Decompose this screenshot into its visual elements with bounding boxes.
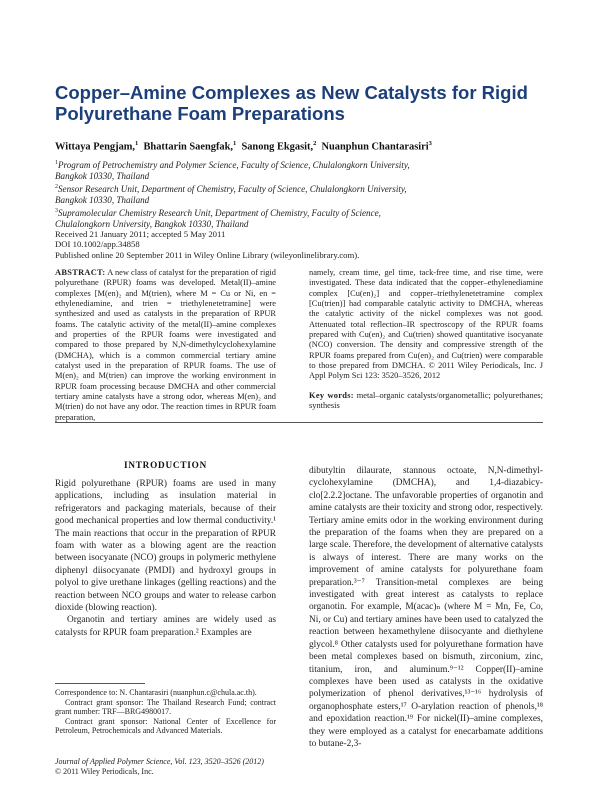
footnote-correspondence: Correspondence to: N. Chantarasiri (nuanphun.c@chula.ac.th). — [55, 688, 257, 697]
affiliation-line: Chulalongkorn University, Bangkok 10330, Thailand — [55, 219, 249, 230]
body-paragraph: dibutyltin dilaurate, stannous octoate, N,N-dimethylcyclohexylamine (DMCHA), and 1,4-diazabicyclo[2.2.2]octane. The unfavorable properties of organotin and amine catalysts are their toxicity and strong odor, respectively. Tertiary amine emits odor in the working environment during the preparation of the foams when they are prepared on a large scale. Therefore, the development of alternative catalysts is always of interest. There are many works on the improvement of amine catalysts for polyurethane foam preparation.³⁻⁷ Transition-metal complexes are being investigated with great interest as catalysts to replace organotin. For example, M(acac)ₙ (where M = Mn, Fe, Co, Ni, or Cu) and tertiary amines have been used to catalyzed the reaction between hexamethylene diisocyante and diethylene glycol.⁸ Other catalysts used for polyurethane formation have been metal complexes based on bismuth, zirconium, zinc, titanium, iron, and aluminum.⁹⁻¹² Copper(II)–amine complexes have been used as catalysts in the oxidative polymerization of phenol derivatives,¹³⁻¹⁶ hydrolysis of organophosphate esters,¹⁷ O-arylation reaction of phenols,¹⁸ and epoxidation reaction.¹⁹ For nickel(II)–amine complexes, they were employed as a catalyst for enecarbamate additions to butane-2,3- — [309, 466, 543, 749]
footnotes — [55, 688, 276, 736]
abstract-right-column — [309, 268, 543, 411]
journal-info — [55, 757, 276, 776]
affiliation-list — [55, 158, 535, 230]
affiliation-line: Supramolecular Chemistry Research Unit, Department of Chemistry, Faculty of Science, — [58, 208, 381, 219]
affiliation — [55, 158, 535, 182]
abstract-divider — [55, 422, 543, 423]
intro-right-column — [309, 465, 543, 750]
copyright-notice: © 2011 Wiley Periodicals, Inc. — [55, 766, 154, 776]
footnote-grant: Contract grant sponsor: The Thailand Research Fund; contract grant number: TRF—BRG4980017. — [55, 697, 276, 717]
body-paragraph: Rigid polyurethane (RPUR) foams are used in many applications, including as insulation material in refrigerators and packaging materials, because of their good mechanical properties and low thermal conductivity.¹ The main reactions that occur in the preparation of RPUR foam with water as a blowing agent are the reaction between isocyanate (NCO) groups in polymeric methylene diphenyl diisocyanate (PMDI) and hydroxyl groups in polyol to give urethane linkages (gelling reactions) and the reaction between NCO groups and water to release carbon dioxide (blowing reaction). — [55, 479, 276, 614]
author-name: Wittaya Pengjam, — [55, 141, 136, 153]
affiliation-line: Program of Petrochemistry and Polymer Science, Faculty of Science, Chulalongkorn University, — [58, 160, 410, 171]
affiliation-mark: 3 — [55, 208, 58, 215]
abstract-text: A new class of catalyst for the preparation of rigid polyurethane (RPUR) foams was developed. Metal(II)–amine complexes [M(en)₂ and M(trien), where M = Cu or Ni, en = ethylenediamine, and trien = triethylenetetramine] were synthesized and used as catalysts in the preparation of RPUR foams. The catalytic activity of the metal(II)–amine complexes and properties of the RPUR foams were investigated and compared to those prepared by N,N-dimethylcyclohexylamine (DMCHA), which is a common commercial tertiary amine catalyst used in the preparation of RPUR foams. The use of M(en)₂ and M(trien) can improve the working environment in RPUR foam processing because DMCHA and other commercial tertiary amine catalysts have a strong odor, whereas M(en)₂ and M(trien) do not have any odor. The reaction times in RPUR foam preparation, — [55, 268, 276, 422]
affiliation-line: Bangkok 10330, Thailand — [55, 171, 150, 182]
author-name: Bhattarin Saengfak, — [143, 141, 233, 153]
affiliation-mark: 2 — [55, 184, 58, 191]
author-name: Nuanphun Chantarasiri — [321, 141, 429, 153]
journal-citation: Journal of Applied Polymer Science, Vol. 123, 3520–3526 (2012) — [55, 757, 264, 766]
abstract-label: ABSTRACT: — [55, 268, 106, 277]
title-line-2: Polyurethane Foam Preparations — [55, 103, 345, 124]
title-line-1: Copper–Amine Complexes as New Catalysts for Rigid — [55, 82, 528, 103]
doi: DOI 10.1002/app.34858 — [55, 239, 140, 250]
publication-history — [55, 229, 535, 260]
footnote-grant: Contract grant sponsor: National Center of Excellence for Petroleum, Petrochemicals and Advanced Materials. — [55, 716, 276, 736]
abstract-text-continued: namely, cream time, gel time, tack-free time, and rise time, were investigated. These data indicated that the copper–ethylenediamine complex [Cu(en)₂] and copper–triethylenetetramine complex [Cu(trien)] had comparable catalytic activity to DMCHA, whereas the catalytic activity of the nickel complexes was not good. Attenuated total reflection–IR spectroscopy of the RPUR foams prepared with Cu(en)₂ and Cu(trien) showed quantitative isocyanate (NCO) conversion. The density and compressive strength of the RPUR foams prepared from Cu(en)₂ and Cu(trien) were comparable to those prepared from DMCHA. © 2011 Wiley Periodicals, Inc. J Appl Polym Sci 123: 3520–3526, 2012 — [309, 268, 543, 381]
section-heading-introduction: INTRODUCTION — [123, 460, 208, 470]
received-date: Received 21 January 2011; accepted 5 May 2011 — [55, 229, 226, 239]
author-list — [55, 140, 555, 152]
keywords-text: metal–organic catalysts/organometallic; polyurethanes; synthesis — [309, 390, 544, 411]
keywords — [309, 391, 543, 412]
body-paragraph: Organotin and tertiary amines are widely used as catalysts for RPUR foam preparation.² Examples are — [55, 615, 276, 638]
keywords-label: Key words: — [309, 390, 354, 400]
author-affil-mark: 1 — [233, 140, 237, 147]
affiliation-line: Bangkok 10330, Thailand — [55, 195, 150, 206]
author-affil-mark: 2 — [313, 140, 317, 147]
affiliation-line: Sensor Research Unit, Department of Chemistry, Faculty of Science, Chulalongkorn University, — [58, 184, 407, 195]
affiliation — [55, 182, 535, 206]
published-online: Published online 20 September 2011 in Wiley Online Library (wileyonlinelibrary.com). — [55, 249, 360, 260]
affiliation-mark: 1 — [55, 160, 58, 166]
footnote-divider — [55, 683, 145, 684]
author-affil-mark: 1 — [135, 140, 139, 147]
intro-left-column — [55, 478, 276, 639]
affiliation — [55, 206, 535, 230]
author-affil-mark: 3 — [428, 140, 432, 147]
abstract-left-column — [55, 268, 276, 423]
article-title — [55, 82, 555, 124]
author-name: Sanong Ekgasit, — [241, 141, 314, 153]
